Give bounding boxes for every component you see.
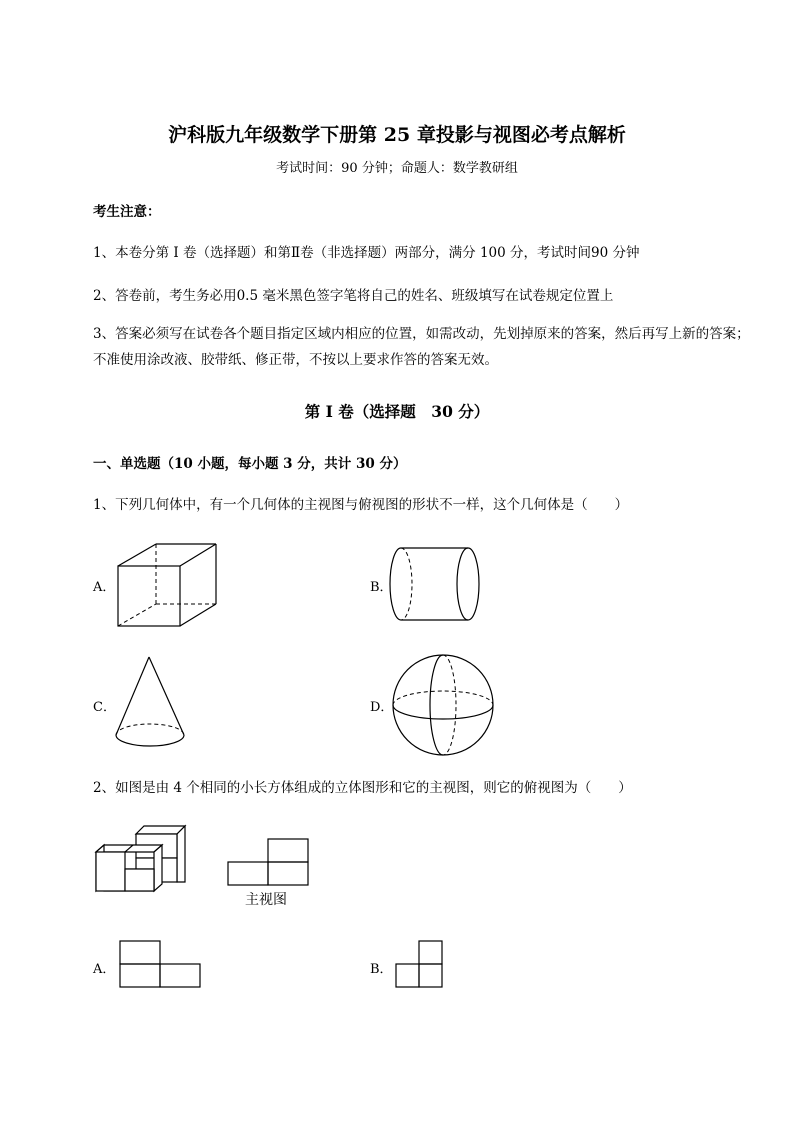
solid-figure: [94, 824, 188, 894]
notice-item-1: 1、本卷分第 I 卷（选择题）和第Ⅱ卷（非选择题）两部分，满分 100 分，考试时间90 分钟: [93, 245, 640, 261]
front-view-caption: 主视图: [245, 892, 287, 908]
notice-item-3: 3、答案必须写在试卷各个题目指定区域内相应的位置，如需改动，先划掉原来的答案，然后再写上新的答案；不准使用涂改液、胶带纸、修正带，不按以上要求作答的答案无效。: [93, 326, 750, 368]
q2-option-b-figure: [395, 940, 443, 988]
cube-icon: [116, 540, 220, 630]
cylinder-icon: [388, 544, 484, 624]
exam-info: 考试时间：90 分钟；命题人：数学教研组: [276, 161, 518, 176]
page-title: 沪科版九年级数学下册第 25 章投影与视图必考点解析: [168, 124, 626, 146]
question-1-text: 1、下列几何体中，有一个几何体的主视图与俯视图的形状不一样，这个几何体是（ ）: [93, 497, 629, 513]
q1-option-c-label[interactable]: C．: [93, 700, 116, 715]
q2-option-a-label[interactable]: A．: [93, 962, 116, 977]
sphere-icon: [391, 653, 495, 757]
section-title: 第 I 卷（选择题 30 分）: [304, 402, 490, 421]
question-2-text: 2、如图是由 4 个相同的小长方体组成的立体图形和它的主视图，则它的俯视图为（ ）: [93, 780, 632, 796]
cone-icon: [114, 655, 188, 751]
q1-option-b-label[interactable]: B．: [370, 580, 393, 595]
part-heading: 一、单选题（10 小题，每小题 3 分，共计 30 分）: [93, 456, 407, 472]
q2-option-a-figure: [119, 940, 201, 988]
front-view-figure: [227, 838, 309, 886]
notice-heading: 考生注意：: [93, 204, 161, 220]
q2-option-b-label[interactable]: B．: [370, 962, 393, 977]
q1-option-a-label[interactable]: A．: [93, 580, 116, 595]
q1-option-d-label[interactable]: D．: [370, 700, 394, 715]
notice-item-2: 2、答卷前，考生务必用0.5 毫米黑色签字笔将自己的姓名、班级填写在试卷规定位置上: [93, 288, 614, 304]
